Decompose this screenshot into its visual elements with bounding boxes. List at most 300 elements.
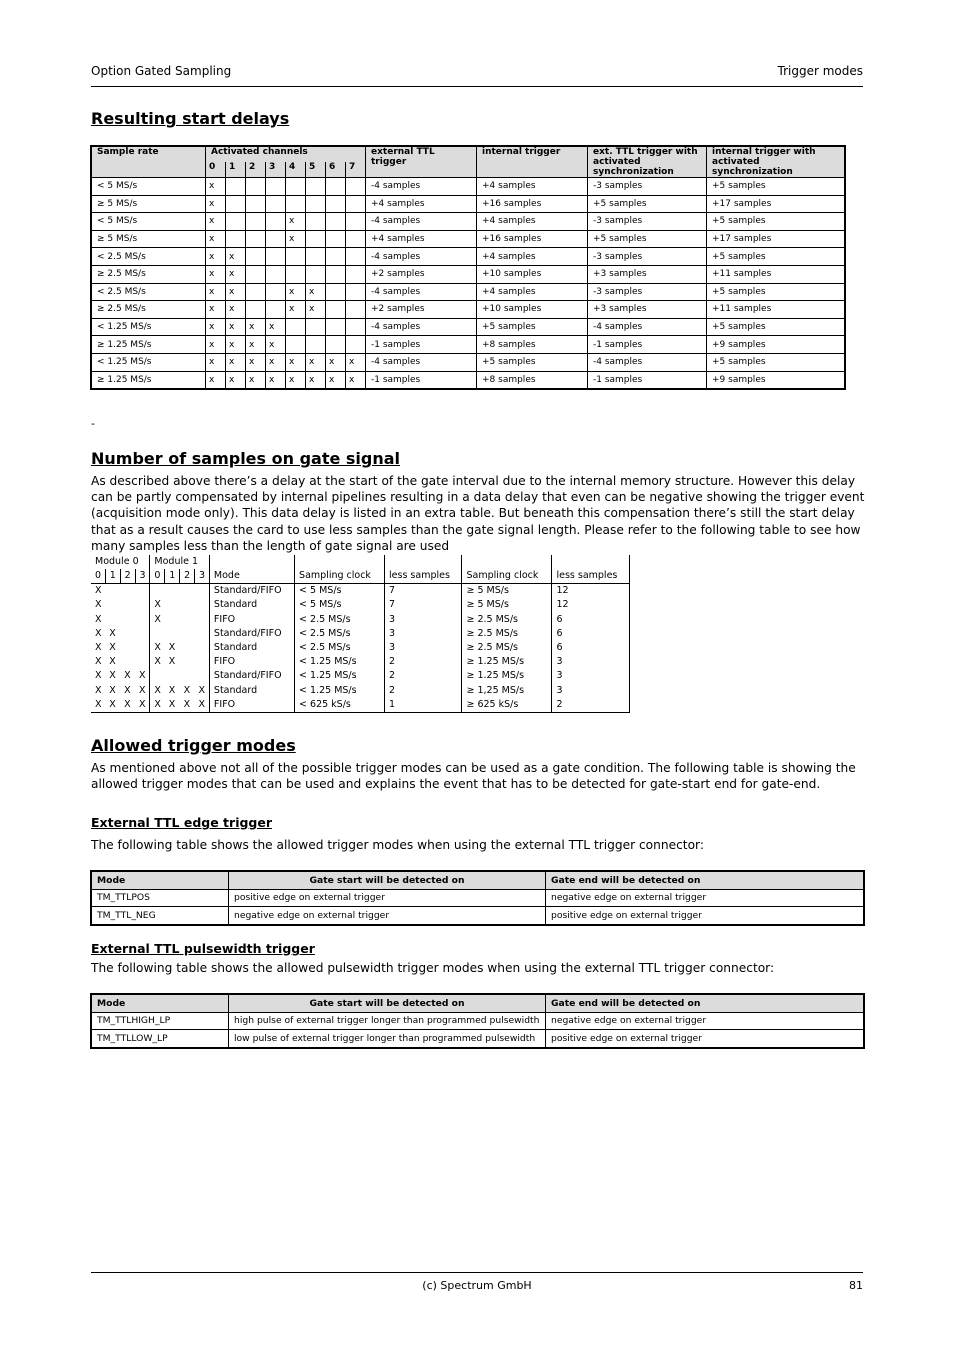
table-row [91,230,845,248]
pulse-col-mode: Mode [91,994,229,1012]
module1-cell: X [168,698,176,710]
channel-number-4: 4 [286,162,306,177]
table-row [91,613,630,627]
footer-copyright: (c) Spectrum GmbH [422,1279,532,1292]
subsection-title-ttl-pulse: External TTL pulsewidth trigger [91,941,315,956]
channel-cell [286,178,306,196]
channel-cell [346,213,366,231]
module0-cell: X [95,684,102,696]
mode-cell: TM_TTL_NEG [91,907,229,925]
channel-cell: x [286,301,306,319]
less-samples-header: less samples [552,569,630,584]
sampling-clock-cell: < 1.25 MS/s [295,684,385,698]
mode-cell: Standard/FIFO [209,669,294,683]
channel-cell [246,301,266,319]
module0-cell [135,584,150,599]
module1-cell [165,669,180,683]
gate-end-cell: negative edge on external trigger [546,1012,865,1030]
module0-cell: X [109,698,116,710]
module0-cell [120,655,135,669]
delay-cell-int-sync: +5 samples [707,283,846,301]
module0-cell [105,584,120,599]
ttl-edge-table [90,870,865,926]
channel-cell [266,195,286,213]
sample-rate-cell: < 5 MS/s [91,213,206,231]
channel-cell: x [206,248,226,266]
channel-cell: x [206,336,226,354]
module0-cell: X [95,698,102,710]
delay-cell-ext: -4 samples [366,353,477,371]
module1-cell: X [168,656,176,668]
channel-cell [266,265,286,283]
less-samples-cell: 7 [385,598,462,612]
delay-cell-ext: -1 samples [366,371,477,389]
channel-cell [306,318,326,336]
table-row [91,598,630,612]
module1-cell [180,598,195,612]
channel-cell [326,336,346,354]
table-row [91,627,630,641]
channel-cell [346,230,366,248]
module0-header: Module 0 [95,556,139,567]
pulse-col-end: Gate end will be detected on [546,994,865,1012]
channel-cell [306,248,326,266]
stray-dash: - [91,417,95,430]
channel-cell [266,213,286,231]
module1-cell [180,613,195,627]
start-delay-table [90,145,846,390]
channel-cell [286,318,306,336]
table-row [91,641,630,655]
module0-cell: X [124,684,131,696]
module0-cell [120,584,135,599]
module1-cell [180,584,195,599]
channel-cell [346,195,366,213]
table-row [91,213,845,231]
module0-cell [120,613,135,627]
module1-cell: X [150,613,165,627]
delay-cell-ext: -4 samples [366,178,477,196]
less-samples-cell: 2 [385,669,462,683]
sampling-clock-cell: ≥ 1,25 MS/s [462,684,552,698]
header-rule [91,86,863,87]
section-title-start-delays: Resulting start delays [91,109,290,128]
module0-cell [105,598,120,612]
channel-cell: x [326,353,346,371]
channel-cell: x [226,283,246,301]
less-samples-cell: 2 [385,684,462,698]
delay-cell-ext-sync: -3 samples [588,178,707,196]
module0-cell [120,627,135,641]
module1-cell [150,669,165,683]
header-left: Option Gated Sampling [91,64,232,78]
channel-cell: x [306,353,326,371]
edge-col-start: Gate start will be detected on [229,871,546,889]
module0-cell: X [95,656,102,668]
module1-cell [195,613,210,627]
channel-cell: x [326,371,346,389]
module1-cell: X [183,684,191,696]
channel-cell [346,248,366,266]
delay-cell-int: +16 samples [477,230,588,248]
table-row [91,1030,864,1048]
channel-cell: x [266,371,286,389]
channel-cell: x [266,336,286,354]
channel-cell [346,178,366,196]
sampling-clock-cell: < 2.5 MS/s [295,627,385,641]
sample-rate-cell: ≥ 5 MS/s [91,195,206,213]
module1-cell [195,627,210,641]
gate-end-cell: positive edge on external trigger [546,907,865,925]
channel-cell: x [286,283,306,301]
module1-cell [165,627,180,641]
less-samples-cell: 1 [385,698,462,713]
channel-cell [346,283,366,301]
channel-cell [246,283,266,301]
channel-cell: x [286,213,306,231]
delay-cell-int: +4 samples [477,213,588,231]
sampling-clock-cell: ≥ 2.5 MS/s [462,641,552,655]
mode-cell: FIFO [209,655,294,669]
channel-cell: x [246,371,266,389]
channel-cell [326,301,346,319]
less-samples-cell: 6 [552,627,630,641]
channel-cell: x [306,371,326,389]
channel-cell: x [226,371,246,389]
mode-cell: TM_TTLPOS [91,889,229,907]
allowed-modes-paragraph: As mentioned above not all of the possible trigger modes can be used as a gate condition. The following table is showing the allowed trigger modes that can be used and explains the event that has to be detected for gate-start end for gate-end. [91,761,856,792]
delay-cell-ext-sync: +3 samples [588,301,707,319]
channel-cell [326,213,346,231]
module1-cell [195,641,210,655]
module0-cell: X [139,670,146,682]
delay-cell-ext: +2 samples [366,265,477,283]
channel-cell: x [206,283,226,301]
channel-cell: x [266,353,286,371]
module0-cell [120,641,135,655]
sampling-clock-cell: ≥ 5 MS/s [462,598,552,612]
channel-cell [226,178,246,196]
channel-cell: x [306,301,326,319]
delay-cell-ext: +4 samples [366,195,477,213]
sample-rate-cell: ≥ 2.5 MS/s [91,301,206,319]
channel-cell [346,336,366,354]
less-samples-cell: 3 [385,613,462,627]
module0-cell [105,613,120,627]
channel-cell [286,265,306,283]
less-samples-cell: 12 [552,598,630,612]
module1-cell [195,655,210,669]
channel-cell: x [226,336,246,354]
module0-cell [135,613,150,627]
channel-cell [306,195,326,213]
sample-rate-cell: < 5 MS/s [91,178,206,196]
delay-cell-int: +8 samples [477,371,588,389]
channel-cell [246,230,266,248]
delay-cell-int: +4 samples [477,248,588,266]
table-row [91,283,845,301]
module1-cell [195,584,210,599]
delay-cell-ext-sync: -4 samples [588,318,707,336]
channel-cell [226,213,246,231]
table-row [91,684,630,698]
ttl-pulse-paragraph: The following table shows the allowed pulsewidth trigger modes when using the external TTL trigger connector: [91,961,775,975]
module0-cell: X [109,656,116,668]
header-right: Trigger modes [777,64,863,78]
module1-channel-0: 0 [150,569,165,584]
channel-cell: x [346,371,366,389]
channel-cell: x [226,248,246,266]
delay-cell-ext-sync: +5 samples [588,230,707,248]
channel-cell: x [306,283,326,301]
module1-cell: X [150,598,165,612]
mode-cell: TM_TTLHIGH_LP [91,1012,229,1030]
module0-cell: X [95,670,102,682]
less-samples-cell: 6 [552,613,630,627]
module1-cell [180,655,195,669]
delay-cell-ext-sync: -1 samples [588,371,707,389]
col-header-activated-channels: Activated channels [206,146,366,162]
delay-cell-ext: -4 samples [366,248,477,266]
section-title-gate-samples: Number of samples on gate signal [91,449,401,468]
sample-rate-cell: ≥ 1.25 MS/s [91,336,206,354]
table-row [91,318,845,336]
table-row [91,178,845,196]
channel-cell [286,336,306,354]
module0-cell [120,598,135,612]
sample-rate-cell: < 1.25 MS/s [91,353,206,371]
channel-cell [346,318,366,336]
channel-cell: x [226,318,246,336]
gate-end-cell: negative edge on external trigger [546,889,865,907]
sampling-clock-header: Sampling clock [295,569,385,584]
module0-cell: X [95,613,102,625]
channel-cell [246,178,266,196]
module0-cell: X [95,642,102,654]
subsection-title-ttl-edge: External TTL edge trigger [91,815,273,830]
table-row [91,669,630,683]
gate-start-cell: negative edge on external trigger [229,907,546,925]
module1-cell: X [168,684,176,696]
channel-cell: x [226,265,246,283]
table-row [91,907,864,925]
module0-channel-3: 3 [135,569,150,584]
channel-cell [266,301,286,319]
channel-cell [246,213,266,231]
module1-cell: X [150,641,165,655]
module0-cell [135,641,150,655]
channel-cell: x [206,178,226,196]
channel-cell [326,230,346,248]
table-row [91,336,845,354]
table-row [91,301,845,319]
module1-cell: X [168,642,176,654]
channel-cell [326,248,346,266]
less-samples-cell: 3 [385,641,462,655]
sampling-clock-cell: ≥ 2.5 MS/s [462,627,552,641]
page-number: 81 [849,1279,863,1292]
less-samples-cell: 12 [552,584,630,599]
sampling-clock-header: Sampling clock [462,569,552,584]
table-row [91,889,864,907]
delay-cell-int: +10 samples [477,265,588,283]
module1-cell [165,584,180,599]
delay-cell-ext: +2 samples [366,301,477,319]
channel-cell: x [206,195,226,213]
ttl-pulse-table [90,993,865,1049]
channel-cell [246,265,266,283]
module1-cell: X [150,698,165,713]
delay-cell-ext-sync: -3 samples [588,283,707,301]
channel-cell: x [286,230,306,248]
module0-cell: X [95,585,102,597]
channel-cell [286,248,306,266]
pulse-col-start: Gate start will be detected on [229,994,546,1012]
delay-cell-int: +10 samples [477,301,588,319]
channel-cell [226,195,246,213]
table-row [91,371,845,389]
channel-cell [326,195,346,213]
delay-cell-ext-sync: -3 samples [588,213,707,231]
module1-cell: X [150,684,165,698]
channel-cell [346,265,366,283]
module1-header: Module 1 [150,555,210,569]
less-samples-cell: 3 [552,655,630,669]
module0-channel-1: 1 [105,569,120,584]
section-title-allowed-modes: Allowed trigger modes [91,736,296,755]
less-samples-cell: 3 [552,669,630,683]
module0-cell [135,598,150,612]
channel-cell: x [206,265,226,283]
module1-cell [150,584,165,599]
col-header-sample-rate: Sample rate [91,146,206,178]
sample-rate-cell: ≥ 2.5 MS/s [91,265,206,283]
module1-cell [195,598,210,612]
mode-cell: FIFO [209,613,294,627]
sampling-clock-cell: ≥ 625 kS/s [462,698,552,713]
mode-header: Mode [209,569,294,584]
delay-cell-ext-sync: +5 samples [588,195,707,213]
channel-cell: x [266,318,286,336]
channel-cell [246,248,266,266]
module1-cell [165,613,180,627]
mode-cell: Standard [209,684,294,698]
module1-channel-2: 2 [180,569,195,584]
table-row [91,265,845,283]
delay-cell-int-sync: +5 samples [707,318,846,336]
module0-cell [135,655,150,669]
channel-cell [266,178,286,196]
mode-cell: Standard/FIFO [209,584,294,599]
module1-cell: X [198,684,206,696]
module0-cell: X [109,684,116,696]
module0-channel-2: 2 [120,569,135,584]
col-header-ext-sync: ext. TTL trigger with activated synchronization [588,146,707,178]
channel-cell [346,301,366,319]
channel-cell [306,336,326,354]
channel-cell [286,195,306,213]
module1-cell [195,669,210,683]
mode-cell: Standard [209,598,294,612]
module1-cell [180,641,195,655]
delay-cell-int: +16 samples [477,195,588,213]
delay-cell-int-sync: +5 samples [707,213,846,231]
delay-cell-int-sync: +9 samples [707,336,846,354]
edge-col-end: Gate end will be detected on [546,871,865,889]
channel-cell: x [346,353,366,371]
delay-cell-int: +8 samples [477,336,588,354]
table-row [91,195,845,213]
channel-cell: x [206,301,226,319]
delay-cell-ext: -4 samples [366,213,477,231]
sampling-clock-cell: ≥ 1.25 MS/s [462,669,552,683]
channel-cell [266,248,286,266]
gate-end-cell: positive edge on external trigger [546,1030,865,1048]
delay-cell-int: +4 samples [477,283,588,301]
less-samples-cell: 7 [385,584,462,599]
table-row [91,353,845,371]
less-samples-cell: 3 [552,684,630,698]
delay-cell-int-sync: +5 samples [707,178,846,196]
sample-rate-cell: ≥ 1.25 MS/s [91,371,206,389]
col-header-int-sync: internal trigger with activated synchronization [707,146,846,178]
col-header-internal: internal trigger [477,146,588,178]
gate-start-cell: positive edge on external trigger [229,889,546,907]
table-row [91,655,630,669]
module1-channel-1: 1 [165,569,180,584]
delay-cell-ext: -4 samples [366,283,477,301]
less-samples-cell: 6 [552,641,630,655]
table-row [91,248,845,266]
channel-cell [306,265,326,283]
module0-cell: X [109,627,116,639]
channel-cell: x [246,353,266,371]
delay-cell-int-sync: +5 samples [707,248,846,266]
channel-cell: x [226,301,246,319]
sampling-clock-cell: ≥ 5 MS/s [462,584,552,599]
edge-col-mode: Mode [91,871,229,889]
channel-cell: x [286,371,306,389]
footer-rule [91,1272,863,1273]
sample-rate-cell: < 2.5 MS/s [91,283,206,301]
channel-number-6: 6 [326,162,346,177]
module1-cell: X [183,698,191,710]
delay-cell-ext: -4 samples [366,318,477,336]
channel-cell [326,265,346,283]
delay-cell-ext-sync: -4 samples [588,353,707,371]
delay-cell-int: +5 samples [477,353,588,371]
channel-cell: x [206,353,226,371]
channel-number-5: 5 [306,162,326,177]
table-row [91,584,630,599]
delay-cell-ext-sync: +3 samples [588,265,707,283]
channel-cell: x [206,318,226,336]
module1-cell: X [198,698,206,710]
col-header-external-ttl: external TTL trigger [366,146,477,178]
sampling-clock-cell: < 625 kS/s [295,698,385,713]
channel-cell: x [246,318,266,336]
sampling-clock-cell: < 1.25 MS/s [295,655,385,669]
channel-cell [306,213,326,231]
channel-cell: x [226,353,246,371]
channel-cell: x [206,213,226,231]
module0-cell [135,627,150,641]
channel-cell [306,178,326,196]
module1-cell [165,598,180,612]
sampling-clock-cell: < 2.5 MS/s [295,613,385,627]
module0-channel-0: 0 [91,569,105,584]
less-samples-cell: 2 [385,655,462,669]
